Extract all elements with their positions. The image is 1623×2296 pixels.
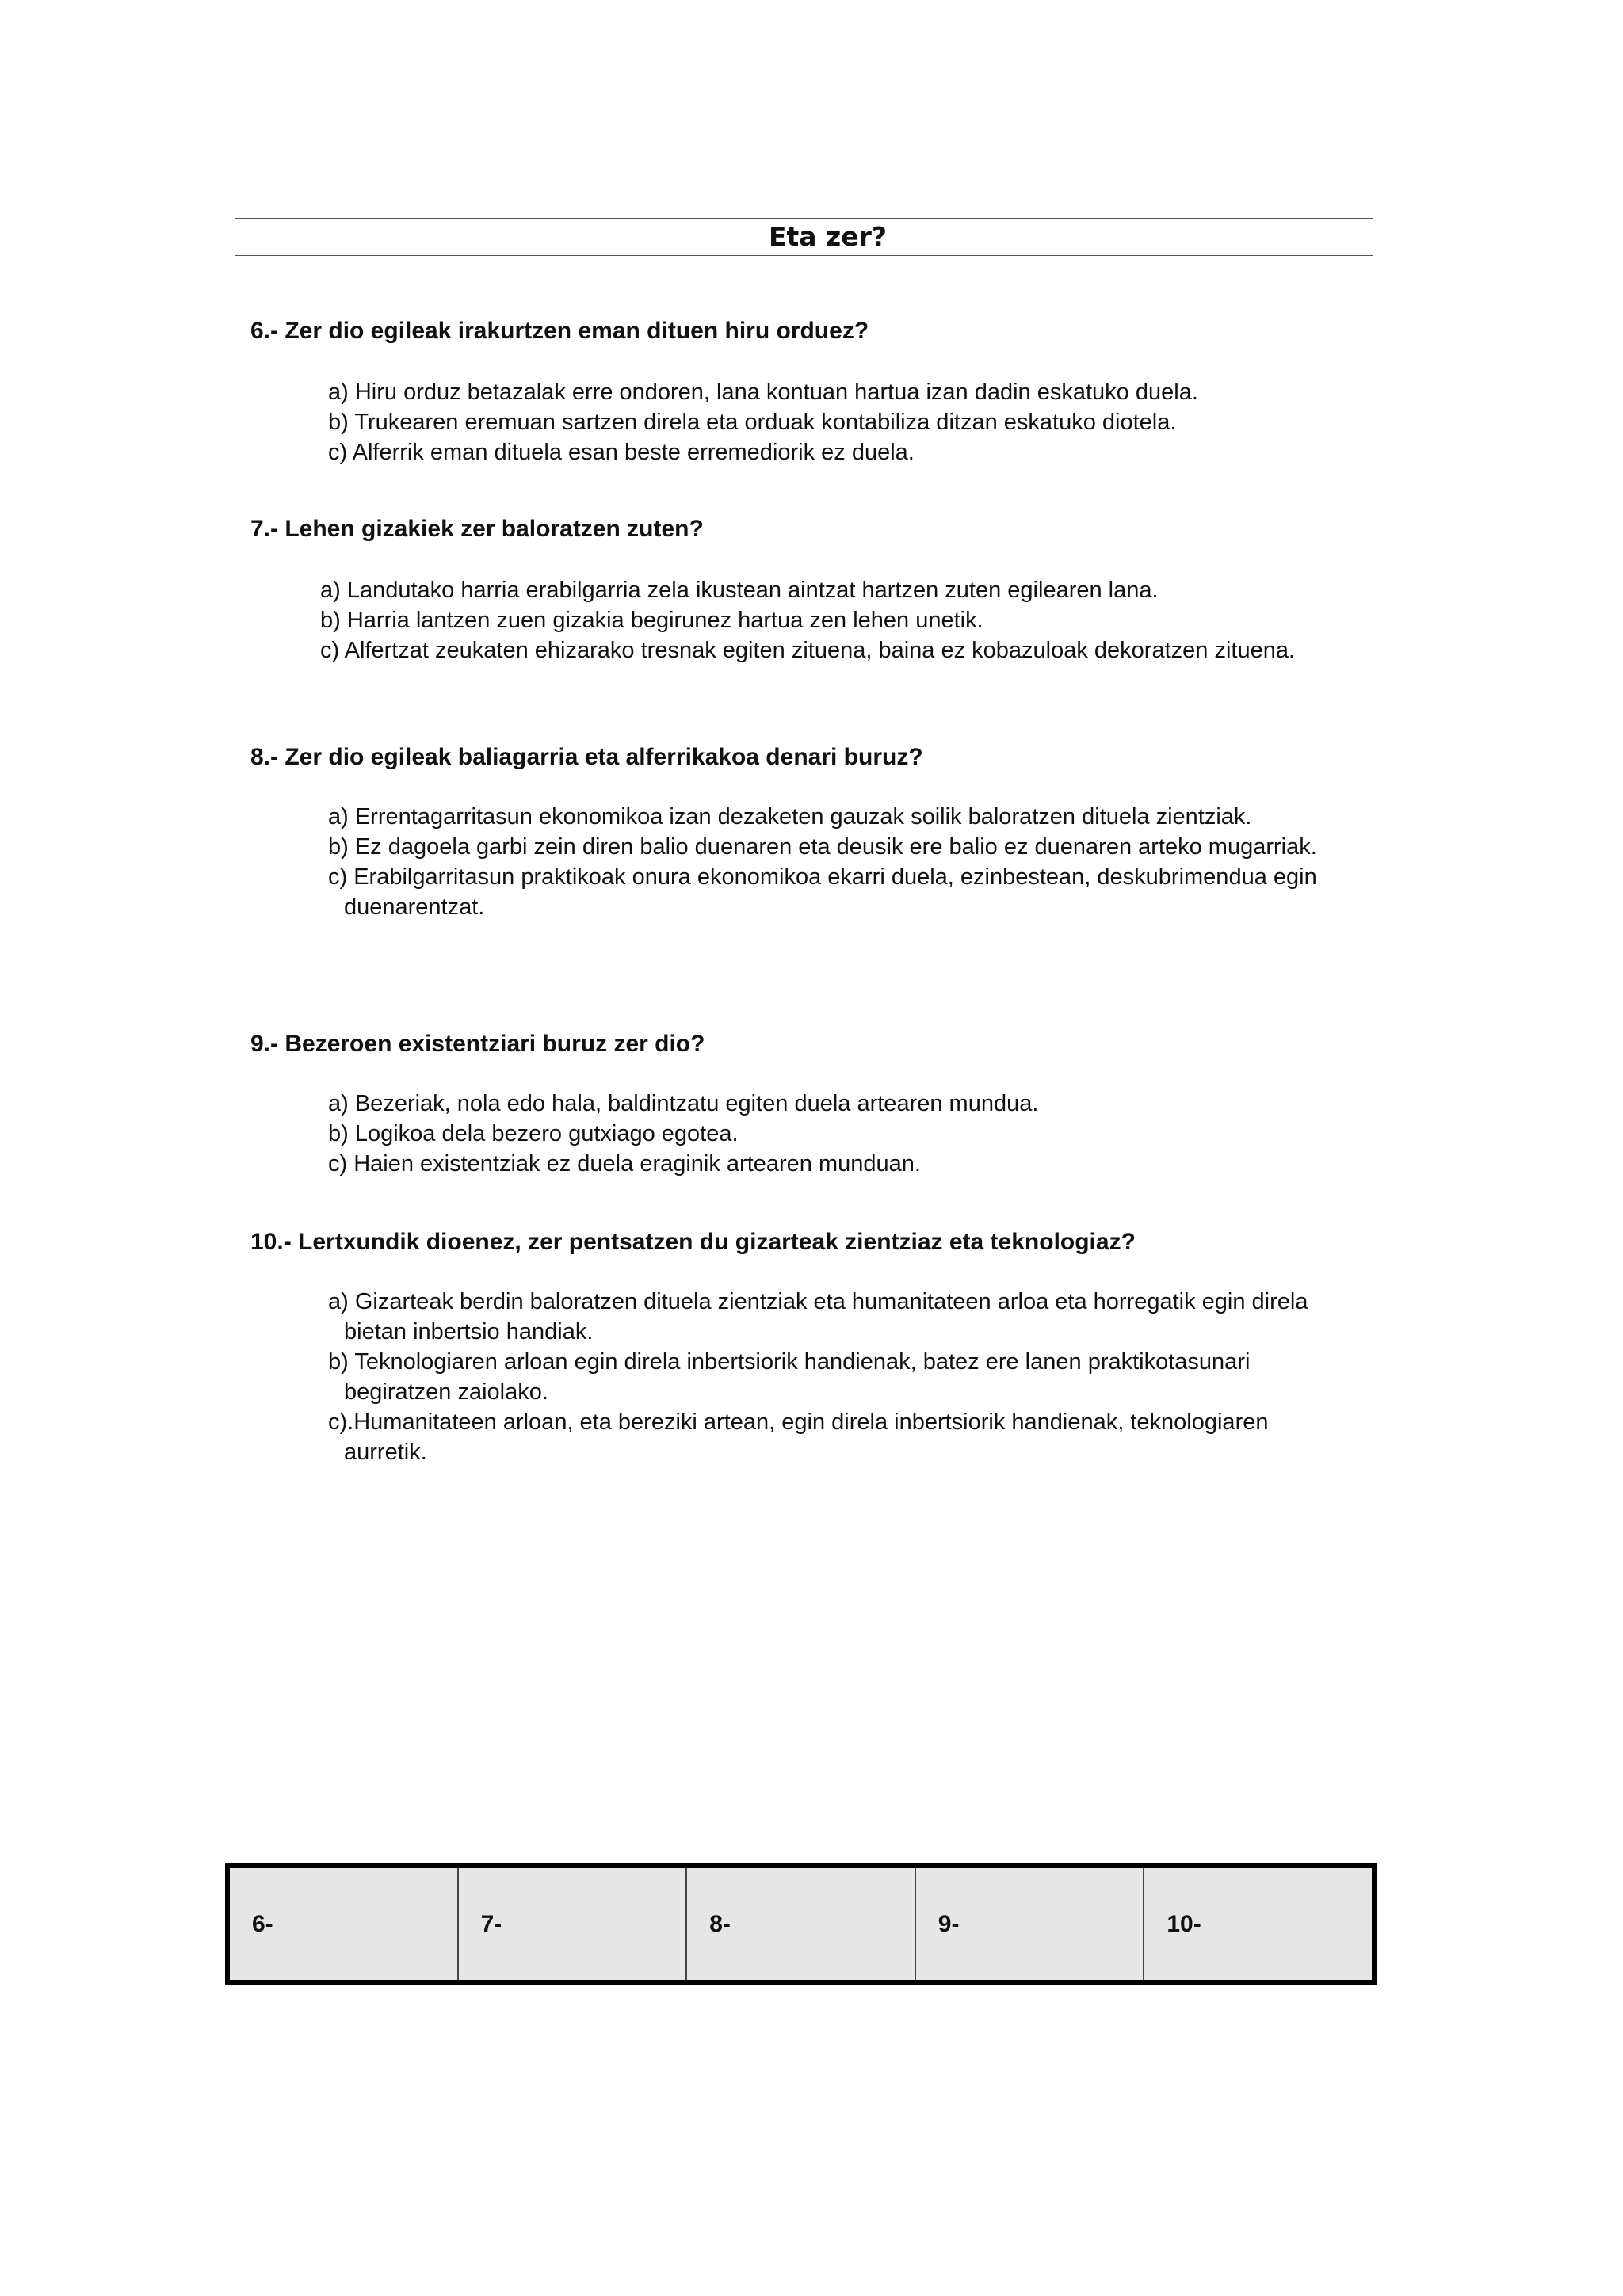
option-c: c) Erabilgarritasun praktikoak onura ekonomikoa ekarri duela, ezinbestean, deskubrimendua egin duenarentzat.	[328, 864, 1317, 920]
option-a: a) Errentagarritasun ekonomikoa izan dezaketen gauzak soilik baloratzen dituela zientziak.	[328, 804, 1252, 830]
option-a: a) Gizarteak berdin baloratzen dituela zientziak eta humanitateen arloa eta horregatik egin direla bietan inbertsio handiak.	[328, 1289, 1308, 1344]
answer-cell-6[interactable]: 6-	[230, 1868, 459, 1980]
option-list	[328, 802, 1350, 922]
answer-cell-8[interactable]: 8-	[687, 1868, 916, 1980]
option-list	[328, 1287, 1350, 1467]
option-c: c) Alfertzat zeukaten ehizarako tresnak egiten zituena, baina ez kobazuloak dekoratzen zituena.	[320, 638, 1296, 663]
question-title: 9.- Bezeroen existentziari buruz zer dio?	[250, 1031, 705, 1057]
option-b: b) Teknologiaren arloan egin direla inbertsiorik handienak, batez ere lanen praktikotasunari begiratzen zaiolako.	[328, 1349, 1251, 1405]
page-title: Eta zer?	[235, 218, 1373, 256]
question-7	[250, 513, 1376, 666]
option-b: b) Ez dagoela garbi zein diren balio duenaren eta deusik ere balio ez duenaren arteko mugarriak.	[328, 834, 1317, 860]
question-8	[250, 742, 1376, 922]
option-c: c).Humanitateen arloan, eta bereziki artean, egin direla inbertsiorik handienak, teknologiaren aurretik.	[328, 1409, 1269, 1465]
option-list	[320, 575, 1342, 666]
option-a: a) Landutako harria erabilgarria zela ikustean aintzat hartzen zuten egilearen lana.	[320, 578, 1159, 603]
question-title: 6.- Zer dio egileak irakurtzen eman dituen hiru orduez?	[250, 318, 869, 344]
answer-cell-10[interactable]: 10-	[1167, 1910, 1201, 1937]
option-b: b) Trukearen eremuan sartzen direla eta orduak kontabiliza ditzan eskatuko diotela.	[328, 410, 1177, 435]
option-b: b) Harria lantzen zuen gizakia begirunez hartua zen lehen unetik.	[320, 608, 983, 633]
answer-cell-9[interactable]: 9-	[916, 1868, 1145, 1980]
question-6	[250, 315, 1376, 467]
question-title: 7.- Lehen gizakiek zer baloratzen zuten?	[250, 516, 704, 542]
option-a: a) Bezeriak, nola edo hala, baldintzatu egiten duela artearen mundua.	[328, 1091, 1039, 1116]
question-title: 8.- Zer dio egileak baliagarria eta alferrikakoa denari buruz?	[250, 744, 923, 770]
option-b: b) Logikoa dela bezero gutxiago egotea.	[328, 1121, 739, 1146]
option-a: a) Hiru orduz betazalak erre ondoren, lana kontuan hartua izan dadin eskatuko duela.	[328, 379, 1198, 405]
option-list	[328, 377, 1350, 467]
option-list	[328, 1089, 1350, 1179]
question-title: 10.- Lertxundik dioenez, zer pentsatzen du gizarteak zientziaz eta teknologiaz?	[250, 1229, 1136, 1255]
option-c: c) Haien existentziak ez duela eraginik artearen munduan.	[328, 1151, 921, 1177]
question-9	[250, 1028, 1376, 1179]
question-10	[250, 1226, 1376, 1467]
option-c: c) Alferrik eman dituela esan beste erremediorik ez duela.	[328, 440, 915, 465]
answer-cell-7[interactable]: 7-	[459, 1868, 688, 1980]
answer-table	[225, 1863, 1377, 1985]
